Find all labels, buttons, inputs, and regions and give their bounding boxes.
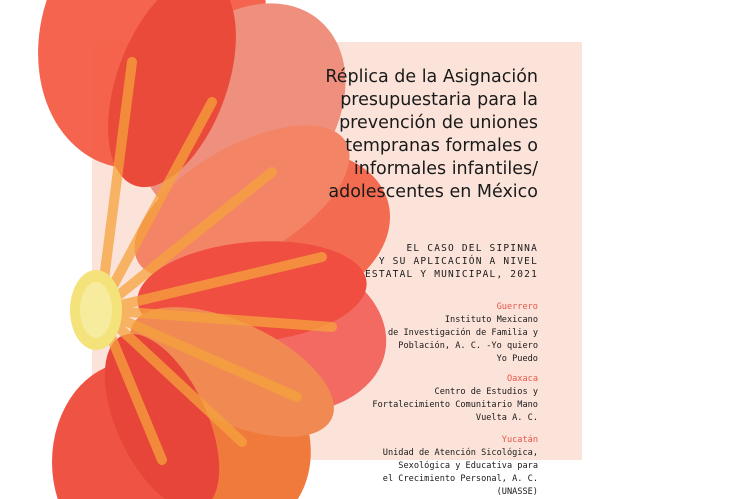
title-line: Réplica de la Asignación — [325, 67, 538, 87]
subtitle-line: Y SU APLICACIÓN A NIVEL — [378, 256, 538, 267]
document-cover — [92, 42, 582, 497]
org-line: Vuelta A. C. — [475, 413, 538, 423]
org-line: Fortalecimiento Comunitario Mano — [372, 400, 538, 410]
title-line: informales infantiles/ — [353, 159, 538, 179]
org-line: el Crecimiento Personal, A. C. — [382, 474, 538, 484]
state-label: Guerrero — [496, 302, 538, 312]
org-line: Sexológica y Educativa para — [398, 461, 538, 471]
title-line: presupuestaria para la — [340, 90, 538, 110]
org-line: Yo Puedo — [496, 354, 538, 364]
org-line: de Investigación de Familia y — [387, 328, 538, 338]
subtitle-line: EL CASO DEL SIPINNA — [406, 243, 538, 254]
org-line: Población, A. C. -Yo quiero — [398, 341, 538, 351]
title-line: prevención de uniones — [339, 113, 538, 133]
state-label: Oaxaca — [506, 374, 538, 384]
organization-oaxaca — [372, 373, 538, 425]
org-line: Unidad de Atención Sicológica, — [382, 448, 538, 458]
subtitle-line: ESTATAL Y MUNICIPAL, 2021 — [365, 269, 538, 280]
org-line: Instituto Mexicano — [444, 315, 538, 325]
title-line: adolescentes en México — [328, 182, 538, 202]
document-subtitle — [365, 242, 538, 281]
org-line: (UNASSE) — [496, 487, 538, 497]
title-line: tempranas formales o — [345, 136, 538, 156]
organization-guerrero — [388, 301, 538, 366]
organization-yucatan — [383, 434, 538, 499]
document-title — [278, 66, 538, 204]
state-label: Yucatán — [501, 435, 538, 445]
org-line: Centro de Estudios y — [434, 387, 538, 397]
